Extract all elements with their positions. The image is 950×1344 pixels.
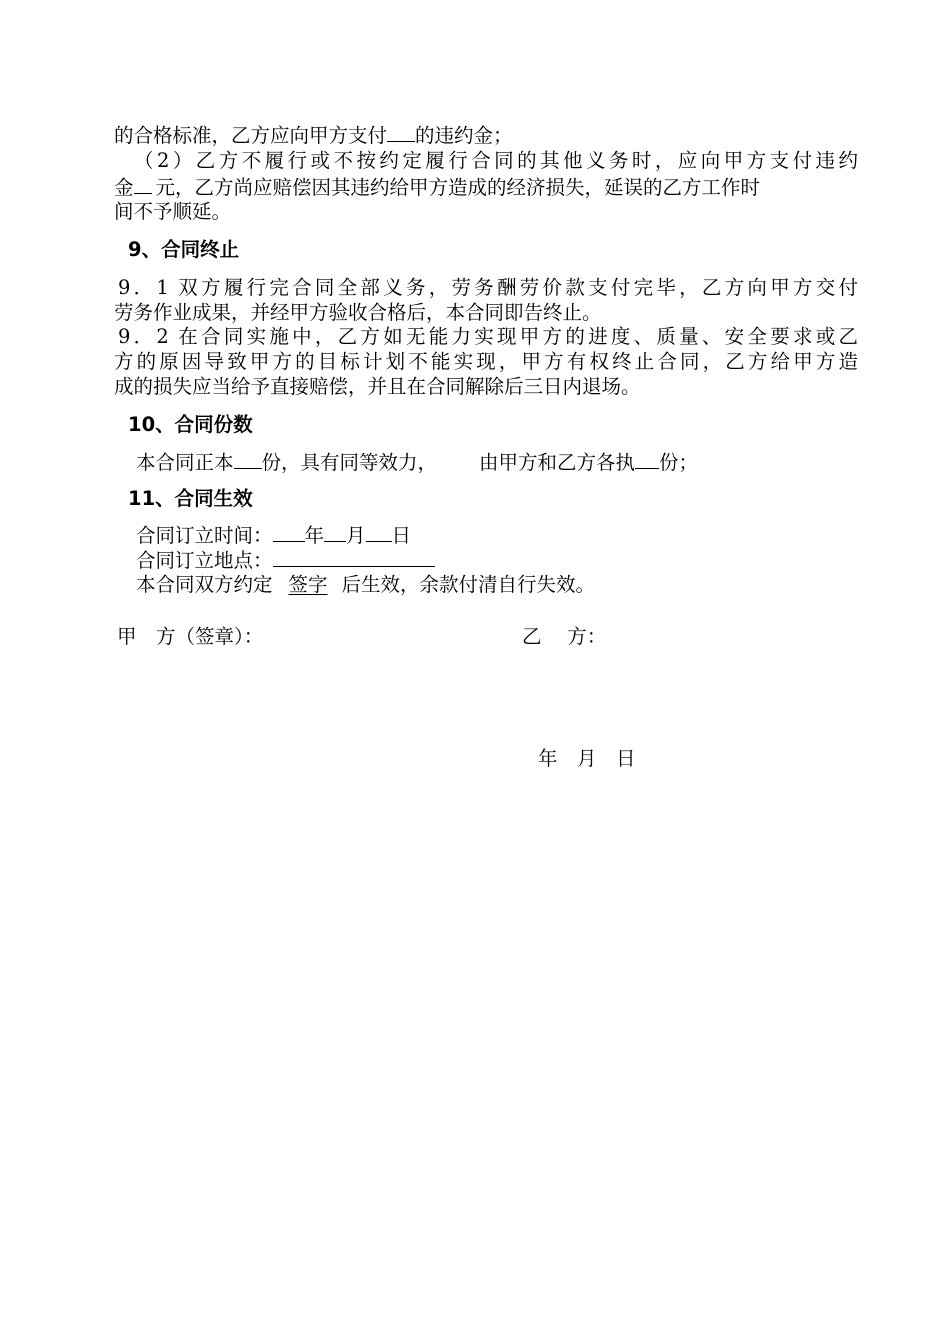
signing-time-line: 合同订立时间： 年 月 日 [136, 524, 412, 547]
day-blank [366, 522, 392, 542]
year-blank [273, 522, 305, 542]
signature-term: 签字 [288, 573, 328, 596]
s9-p1-line-1: 9．1 双方履行完合同全部义务，劳务酬劳价款支付完毕，乙方向甲方交付 [118, 276, 858, 299]
amount-blank [387, 122, 415, 142]
signing-place-line: 合同订立地点： [136, 547, 435, 573]
signature-date: 年 月 日 [538, 747, 636, 770]
section-10-heading: 10、合同份数 [128, 413, 253, 436]
penalty-blank [134, 174, 152, 194]
copies-blank [234, 449, 262, 469]
party-a-signature-label: 甲 方（签章）： [117, 625, 264, 648]
s10-copies-line: 本合同正本 份，具有同等效力， 由甲方和乙方各执 份； [136, 451, 699, 474]
s9-p1-line-2: 劳务作业成果，并经甲方验收合格后，本合同即告终止。 [114, 301, 602, 324]
s9-p2-line-2: 方的原因导致甲方的目标计划不能实现，甲方有权终止合同，乙方给甲方造 [114, 350, 858, 373]
place-blank [273, 547, 435, 567]
s9-p2-line-1: 9．2 在合同实施中，乙方如无能力实现甲方的进度、质量、安全要求或乙 [118, 325, 858, 348]
s8-line-4: 间不予顺延。 [114, 200, 232, 223]
s8-line-2: （2）乙方不履行或不按约定履行合同的其他义务时，应向甲方支付违约 [134, 149, 858, 172]
s8-line-3: 金 元，乙方尚应赔偿因其违约给甲方造成的经济损失，延误的乙方工作时 [114, 176, 761, 199]
s8-line-1: 的合格标准，乙方应向甲方支付 的违约金； [114, 124, 513, 147]
effect-line: 本合同双方约定 签字 后生效，余款付清自行失效。 [136, 573, 596, 596]
section-11-heading: 11、合同生效 [128, 487, 253, 510]
s9-p2-line-3: 成的损失应当给予直接赔偿，并且在合同解除后三日内退场。 [114, 375, 641, 398]
month-blank [324, 522, 346, 542]
each-copies-blank [635, 449, 659, 469]
section-9-heading: 9、合同终止 [128, 238, 240, 261]
party-b-signature-label: 乙 方： [522, 625, 607, 648]
